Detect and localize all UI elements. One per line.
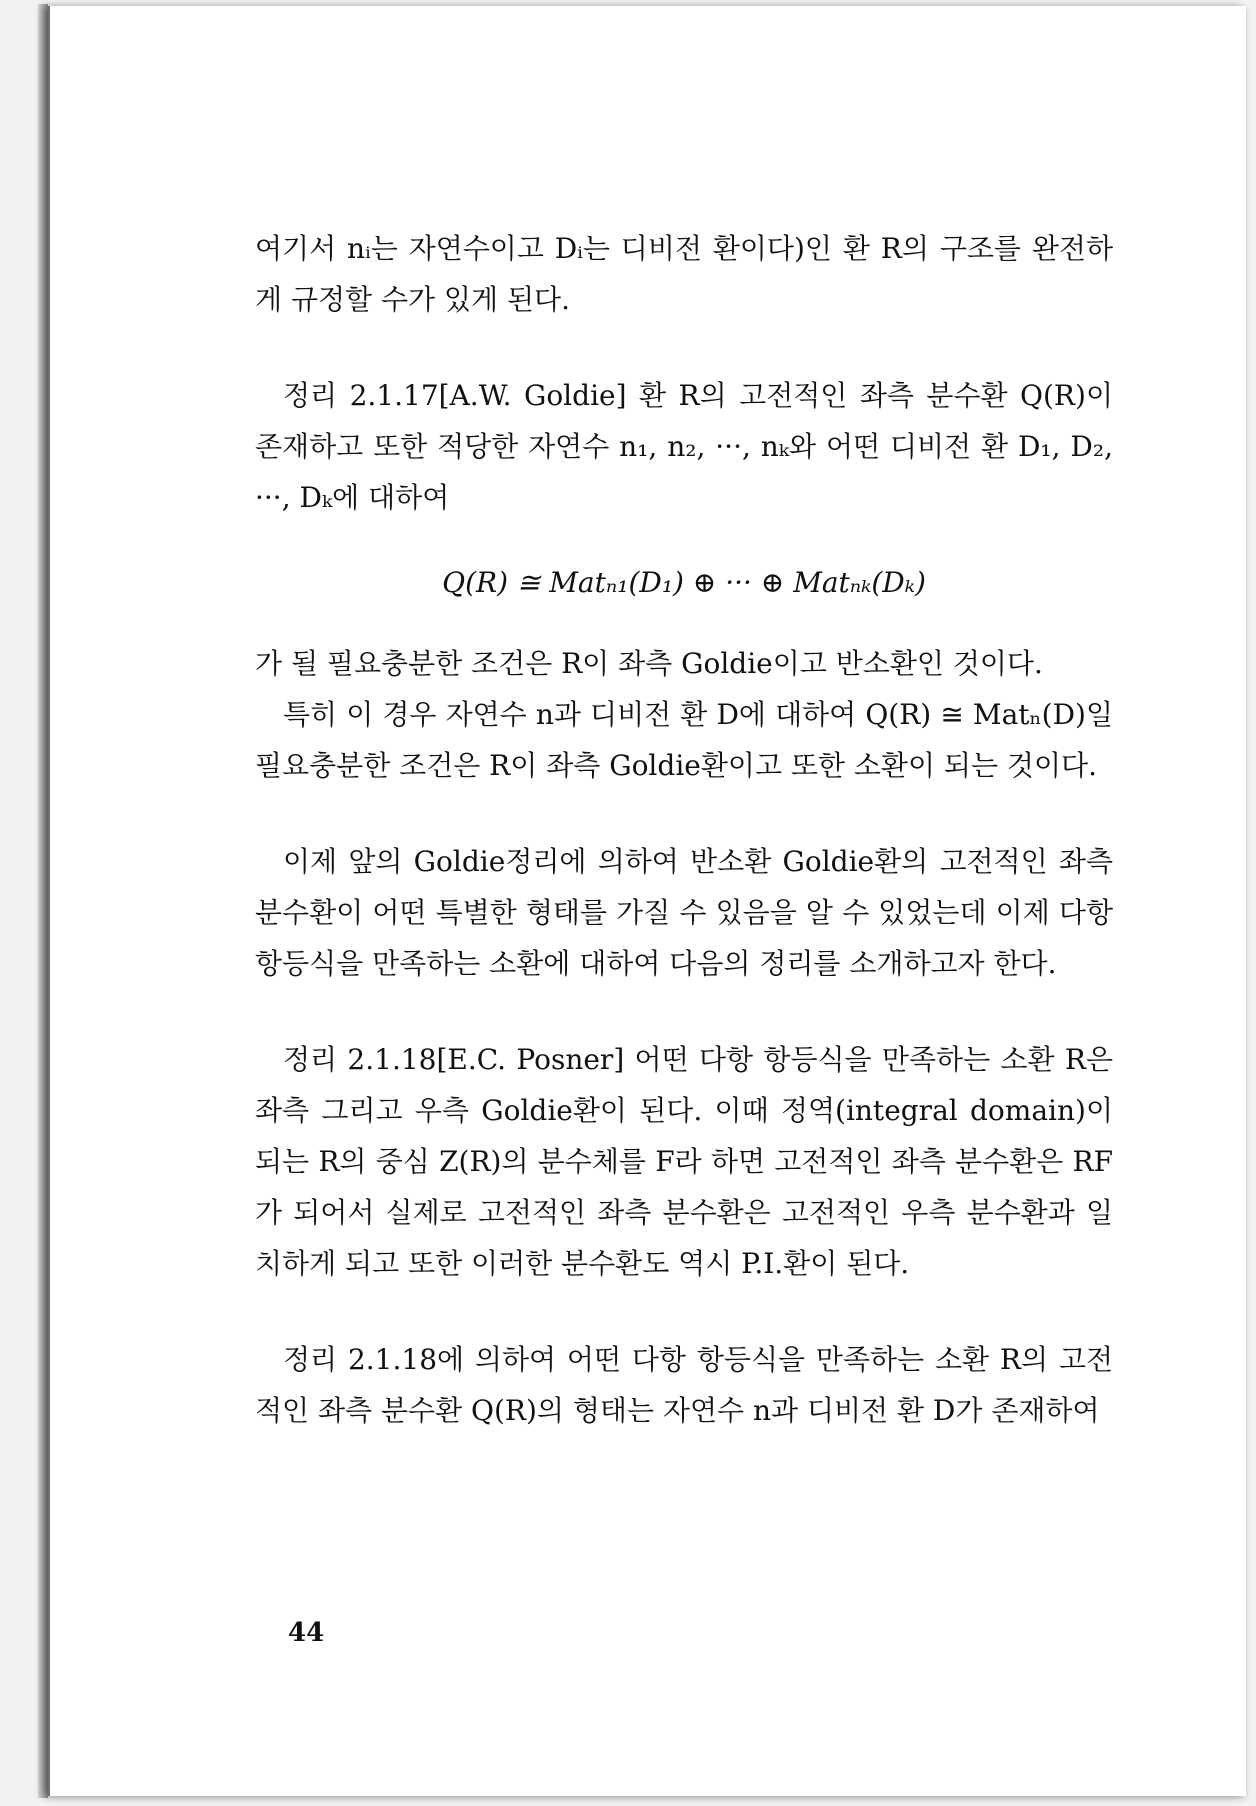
theorem-2-1-18: 정리 2.1.18[E.C. Posner] 어떤 다항 항등식을 만족하는 소환 R은 좌측 그리고 우측 Goldie환이 된다. 이때 정역(integral domain)이 되는 R의 중심 Z(R)의 분수체를 F라 하면 고전적인 좌측 분수환은 RF가 되어서 실제로 고전적인 좌측 분수환은 고전적인 우측 분수환과 일치하게 되고 또한 이러한 분수환도 역시 P.I.환이 된다. — [255, 1043, 1113, 1280]
paragraph-continuation: 여기서 nᵢ는 자연수이고 Dᵢ는 디비전 환이다)인 환 R의 구조를 완전하게 규정할 수가 있게 된다. — [255, 232, 1113, 316]
page-body — [255, 223, 1113, 1436]
paragraph-goldie-intro: 이제 앞의 Goldie정리에 의하여 반소환 Goldie환의 고전적인 좌측 분수환이 어떤 특별한 형태를 가질 수 있음을 알 수 있었는데 이제 다항 항등식을 만족하는 소환에 대하여 다음의 정리를 소개하고자 한다. — [255, 845, 1113, 980]
theorem-2-1-17: 정리 2.1.17[A.W. Goldie] 환 R의 고전적인 좌측 분수환 Q(R)이 존재하고 또한 적당한 자연수 n₁, n₂, ···, nₖ와 어떤 디비전 환 D₁, D₂, ···, Dₖ에 대하여 — [255, 379, 1113, 514]
theorem-2-1-17-conclusion: 가 될 필요충분한 조건은 R이 좌측 Goldie이고 반소환인 것이다. — [255, 647, 1043, 680]
theorem-2-1-17-remark: 특히 이 경우 자연수 n과 디비전 환 D에 대하여 Q(R) ≅ Matₙ(D)일 필요충분한 조건은 R이 좌측 Goldie환이고 또한 소환이 되는 것이다. — [255, 698, 1113, 782]
page-number: 44 — [288, 1618, 325, 1648]
goldie-formula: Q(R) ≅ Matₙ₁(D₁) ⊕ ··· ⊕ Matₙₖ(Dₖ) — [442, 566, 926, 599]
book-spine-shadow — [38, 4, 48, 1798]
paragraph-theorem-2-1-18-application: 정리 2.1.18에 의하여 어떤 다항 항등식을 만족하는 소환 R의 고전적인 좌측 분수환 Q(R)의 형태는 자연수 n과 디비전 환 D가 존재하여 — [255, 1343, 1113, 1427]
